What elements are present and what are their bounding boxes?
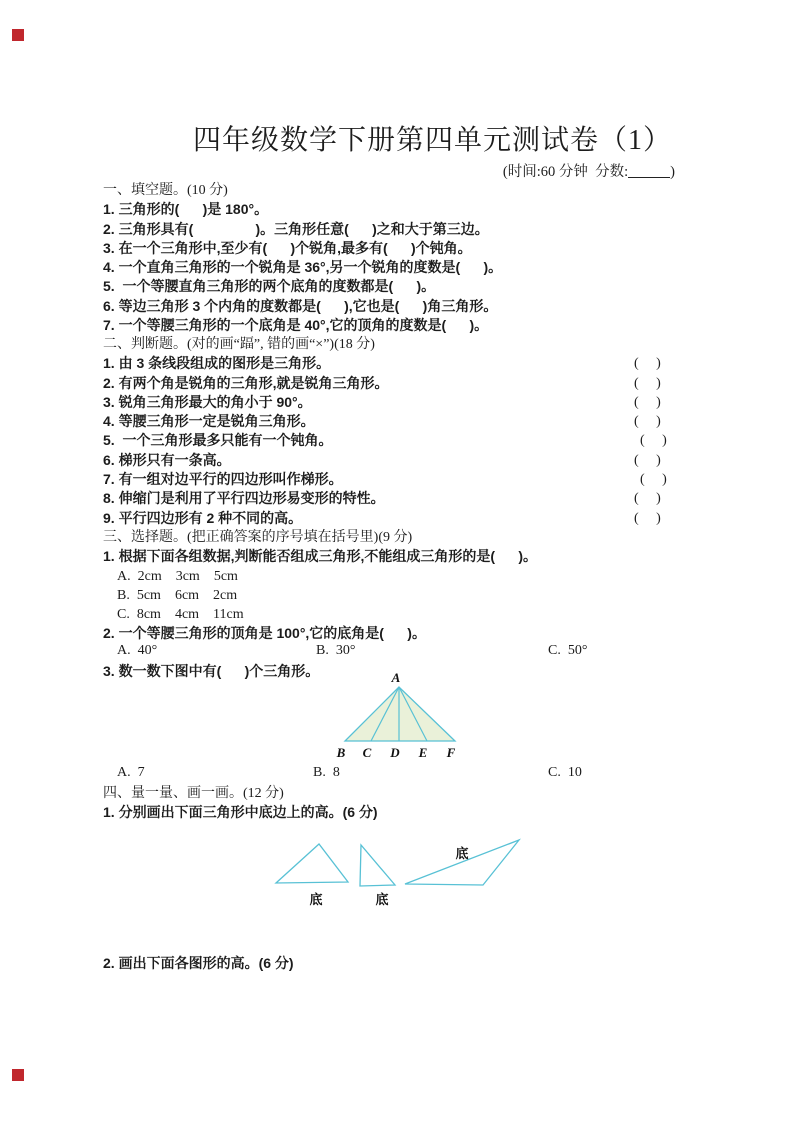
time-score-prefix: (时间:60 分钟 分数: [502, 164, 629, 180]
question-text: 6. 梯形只有一条高。 [103, 451, 231, 468]
question-text: 1. 由 3 条线段组成的图形是三角形。 [103, 355, 331, 372]
answer-bracket: ( ) [634, 375, 661, 391]
right-triangle [360, 845, 395, 886]
question-item: 4. 一个直角三角形的一个锐角是 36°,另一个锐角的度数是( )。 [103, 259, 503, 276]
triangle-figure-svg [328, 668, 472, 764]
choice-option-row [0, 643, 793, 662]
question-text: 3. 锐角三角形最大的角小于 90°。 [103, 393, 312, 410]
page-title: 四年级数学下册第四单元测试卷（1） [193, 125, 673, 156]
section-multiple-choice [103, 528, 703, 624]
triangle-counting-figure [328, 668, 472, 769]
choice-option: C. 10 [548, 765, 582, 780]
choice-option: C. 50° [548, 643, 588, 658]
question-item: 2. 三角形具有( )。三角形任意( )之和大于第三边。 [103, 220, 489, 237]
choice-option: B. 8 [313, 765, 340, 780]
answer-bracket: ( ) [634, 394, 661, 410]
choice-option: B. 5cm 6cm 2cm [117, 587, 238, 603]
question-item [103, 509, 703, 528]
red-corner-mark-top [12, 29, 24, 41]
section1-heading: 一、填空题。(10 分) [103, 183, 228, 198]
section-fill-in-blanks [103, 181, 703, 335]
choice-option-row [0, 765, 793, 784]
answer-bracket: ( ) [634, 510, 661, 526]
question-item: 3. 数一数下图中有( )个三角形。 [103, 663, 320, 679]
question-item [103, 431, 703, 450]
choice-option: A. 7 [117, 765, 145, 780]
answer-bracket: ( ) [640, 433, 667, 449]
question-item [103, 451, 703, 470]
answer-bracket: ( ) [634, 414, 661, 430]
question-item: 1. 分别画出下面三角形中底边上的高。(6 分) [103, 804, 378, 820]
question-item: 6. 等边三角形 3 个内角的度数都是( ),它也是( )角三角形。 [103, 297, 498, 314]
question-text: 8. 伸缩门是利用了平行四边形易变形的特性。 [103, 490, 385, 507]
question-item: 5. 一个等腰直角三角形的两个底角的度数都是( )。 [103, 278, 436, 295]
answer-bracket: ( ) [634, 356, 661, 372]
answer-bracket: ( ) [640, 472, 667, 488]
answer-bracket: ( ) [634, 491, 661, 507]
section-true-false [103, 335, 703, 528]
question-item: 2. 画出下面各图形的高。(6 分) [103, 955, 294, 971]
section4-heading: 四、量一量、画一画。(12 分) [103, 786, 284, 801]
vertex-label-E: E [418, 745, 428, 760]
question-text: 9. 平行四边形有 2 种不同的高。 [103, 509, 303, 526]
question-item [103, 393, 703, 412]
question-item: 7. 一个等腰三角形的一个底角是 40°,它的顶角的度数是( )。 [103, 317, 489, 334]
acute-triangle [276, 844, 348, 883]
question-item: 3. 在一个三角形中,至少有( )个锐角,最多有( )个钝角。 [103, 239, 472, 256]
time-score-line [503, 160, 675, 181]
question-item: 2. 一个等腰三角形的顶角是 100°,它的底角是( )。 [103, 625, 426, 641]
base-label-3: 底 [455, 846, 469, 861]
vertex-label-D: D [390, 745, 400, 760]
question-item [103, 412, 703, 431]
draw-height-svg [272, 832, 528, 908]
draw-height-figure [272, 832, 528, 913]
question-item: 1. 根据下面各组数据,判断能否组成三角形,不能组成三角形的是( )。 [103, 548, 538, 565]
choice-option: B. 30° [316, 643, 356, 658]
question-item [103, 374, 703, 393]
choice-option: A. 2cm 3cm 5cm [117, 568, 238, 584]
choice-option: A. 40° [117, 643, 158, 658]
question-item [103, 354, 703, 373]
triangle-outline [345, 687, 455, 741]
answer-bracket: ( ) [634, 452, 661, 468]
choice-option: C. 8cm 4cm 11cm [117, 607, 244, 623]
time-score-suffix: ) [670, 164, 675, 180]
base-label-2: 底 [375, 892, 389, 907]
vertex-label-A: A [391, 670, 401, 685]
vertex-label-F: F [446, 745, 456, 760]
question-text: 4. 等腰三角形一定是锐角三角形。 [103, 413, 315, 430]
section3-heading: 三、选择题。(把正确答案的序号填在括号里)(9 分) [103, 530, 413, 545]
red-corner-mark-bottom [12, 1069, 24, 1081]
question-text: 5. 一个三角形最多只能有一个钝角。 [103, 432, 333, 449]
question-item [103, 470, 703, 489]
vertex-label-C: C [362, 745, 372, 760]
vertex-label-B: B [336, 745, 346, 760]
question-text: 2. 有两个角是锐角的三角形,就是锐角三角形。 [103, 374, 389, 391]
question-text: 7. 有一组对边平行的四边形叫作梯形。 [103, 471, 343, 488]
base-label-1: 底 [309, 892, 323, 907]
section2-heading: 二、判断题。(对的画“踾”, 错的画“×”)(18 分) [103, 337, 375, 352]
question-item: 1. 三角形的( )是 180°。 [103, 201, 269, 218]
question-item [103, 489, 703, 508]
score-blank [628, 162, 670, 178]
